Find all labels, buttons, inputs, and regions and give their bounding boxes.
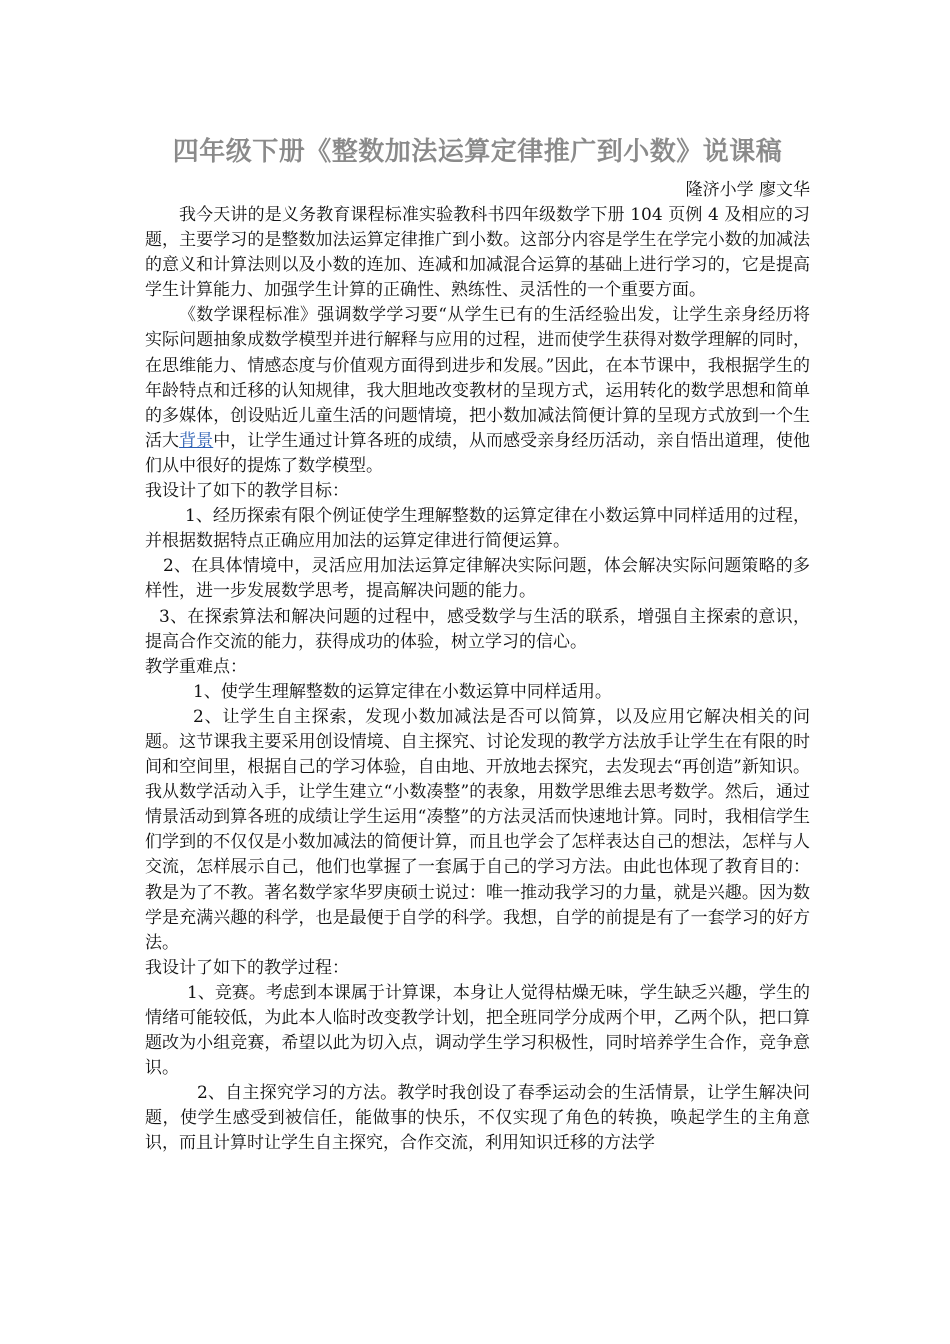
intro-paragraph-1: 我今天讲的是义务教育课程标准实验教科书四年级数学下册 104 页例 4 及相应的习题，主要学习的是整数加法运算定律推广到小数。这部分内容是学生在学完小数的加减法的意义和计算法则以及小数的连加、连减和加减混合运算的基础上进行学习的，它是提高学生计算能力、加强学生计算的正确性、熟练性、灵活性的一个重要方面。 <box>145 205 810 301</box>
intro-paragraph-2-text-a: 《数学课程标准》强调数学学习要“从学生已有的生活经验出发，让学生亲身经历将实际问题抽象成数学模型并进行解释与应用的过程，进而使学生获得对数学理解的同时，在思维能力、情感态度与价值观方面得到进步和发展。”因此，在本节课中，我根据学生的年龄特点和迁移的认知规律，我大胆地改变教材的呈现方式，运用转化的数学思想和简单的多媒体，创设贴近儿童生活的问题情境，把小数加减法简便计算的呈现方式放到一个生活大 <box>145 305 810 451</box>
process-step-1: 1、竞赛。考虑到本课属于计算课，本身让人觉得枯燥无味，学生缺乏兴趣，学生的情绪可能较低，为此本人临时改变教学计划，把全班同学分成两个甲，乙两个队，把口算题改为小组竞赛，希望以此为切入点，调动学生学习积极性，同时培养学生合作，竞争意识。 <box>145 982 810 1079</box>
key-point-2: 2、让学生自主探索，发现小数加减法是否可以简算，以及应用它解决相关的问题。这节课我主要采用创设情境、自主探究、讨论发现的教学方法放手让学生在有限的时间和空间里，根据自己的学习体验，自由地、开放地去探究，去发现去“再创造”新知识。我从数学活动入手，让学生建立“小数凑整”的表象，用数学思维去思考数学。然后，通过情景活动到算各班的成绩让学生运用“凑整”的方法灵活而快速地计算。同时，我相信学生们学到的不仅仅是小数加减法的简便计算，而且也学会了怎样表达自己的想法，怎样与人交流，怎样展示自己，他们也掌握了一套属于自己的学习方法。由此也体现了教育目的：教是为了不教。著名数学家华罗庚硕士说过：唯一推动我学习的力量，就是兴趣。因为数学是充满兴趣的科学，也是最便于自学的科学。我想，自学的前提是有了一套学习的好方法。 <box>145 706 810 953</box>
process-heading: 我设计了如下的教学过程： <box>145 957 349 978</box>
goal-item-3: 3、在探索算法和解决问题的过程中，感受数学与生活的联系，增强自主探索的意识，提高合作交流的能力，获得成功的体验，树立学习的信心。 <box>145 606 810 652</box>
key-point-1: 1、使学生理解整数的运算定律在小数运算中同样适用。 <box>193 681 612 702</box>
goals-heading: 我设计了如下的教学目标： <box>145 481 349 502</box>
goal-item-2: 2、在具体情境中，灵活应用加法运算定律解决实际问题，体会解决实际问题策略的多样性，进一步发展数学思考，提高解决问题的能力。 <box>145 556 810 602</box>
process-step-2: 2、自主探究学习的方法。教学时我创设了春季运动会的生活情景，让学生解决问题，使学生感受到被信任，能做事的快乐，不仅实现了角色的转换，唤起学生的主角意识，而且计算时让学生自主探究，合作交流，利用知识迁移的方法学 <box>145 1083 810 1154</box>
background-link[interactable]: 背景 <box>179 430 214 451</box>
document-body <box>145 136 810 1157</box>
document-author: 隆济小学 廖文华 <box>685 180 810 200</box>
intro-paragraph-2-text-b: 中，让学生通过计算各班的成绩，从而感受亲身经历活动，亲自悟出道理，使他们从中很好的提炼了数学模型。 <box>145 430 811 476</box>
intro-paragraph-2 <box>145 303 810 479</box>
goal-item-1: 1、经历探索有限个例证使学生理解整数的运算定律在小数运算中同样适用的过程，并根据数据特点正确应用加法的运算定律进行简便运算。 <box>145 506 810 552</box>
key-points-heading: 教学重难点： <box>145 656 247 677</box>
document-title: 四年级下册《整数加法运算定律推广到小数》说课稿 <box>172 137 783 167</box>
